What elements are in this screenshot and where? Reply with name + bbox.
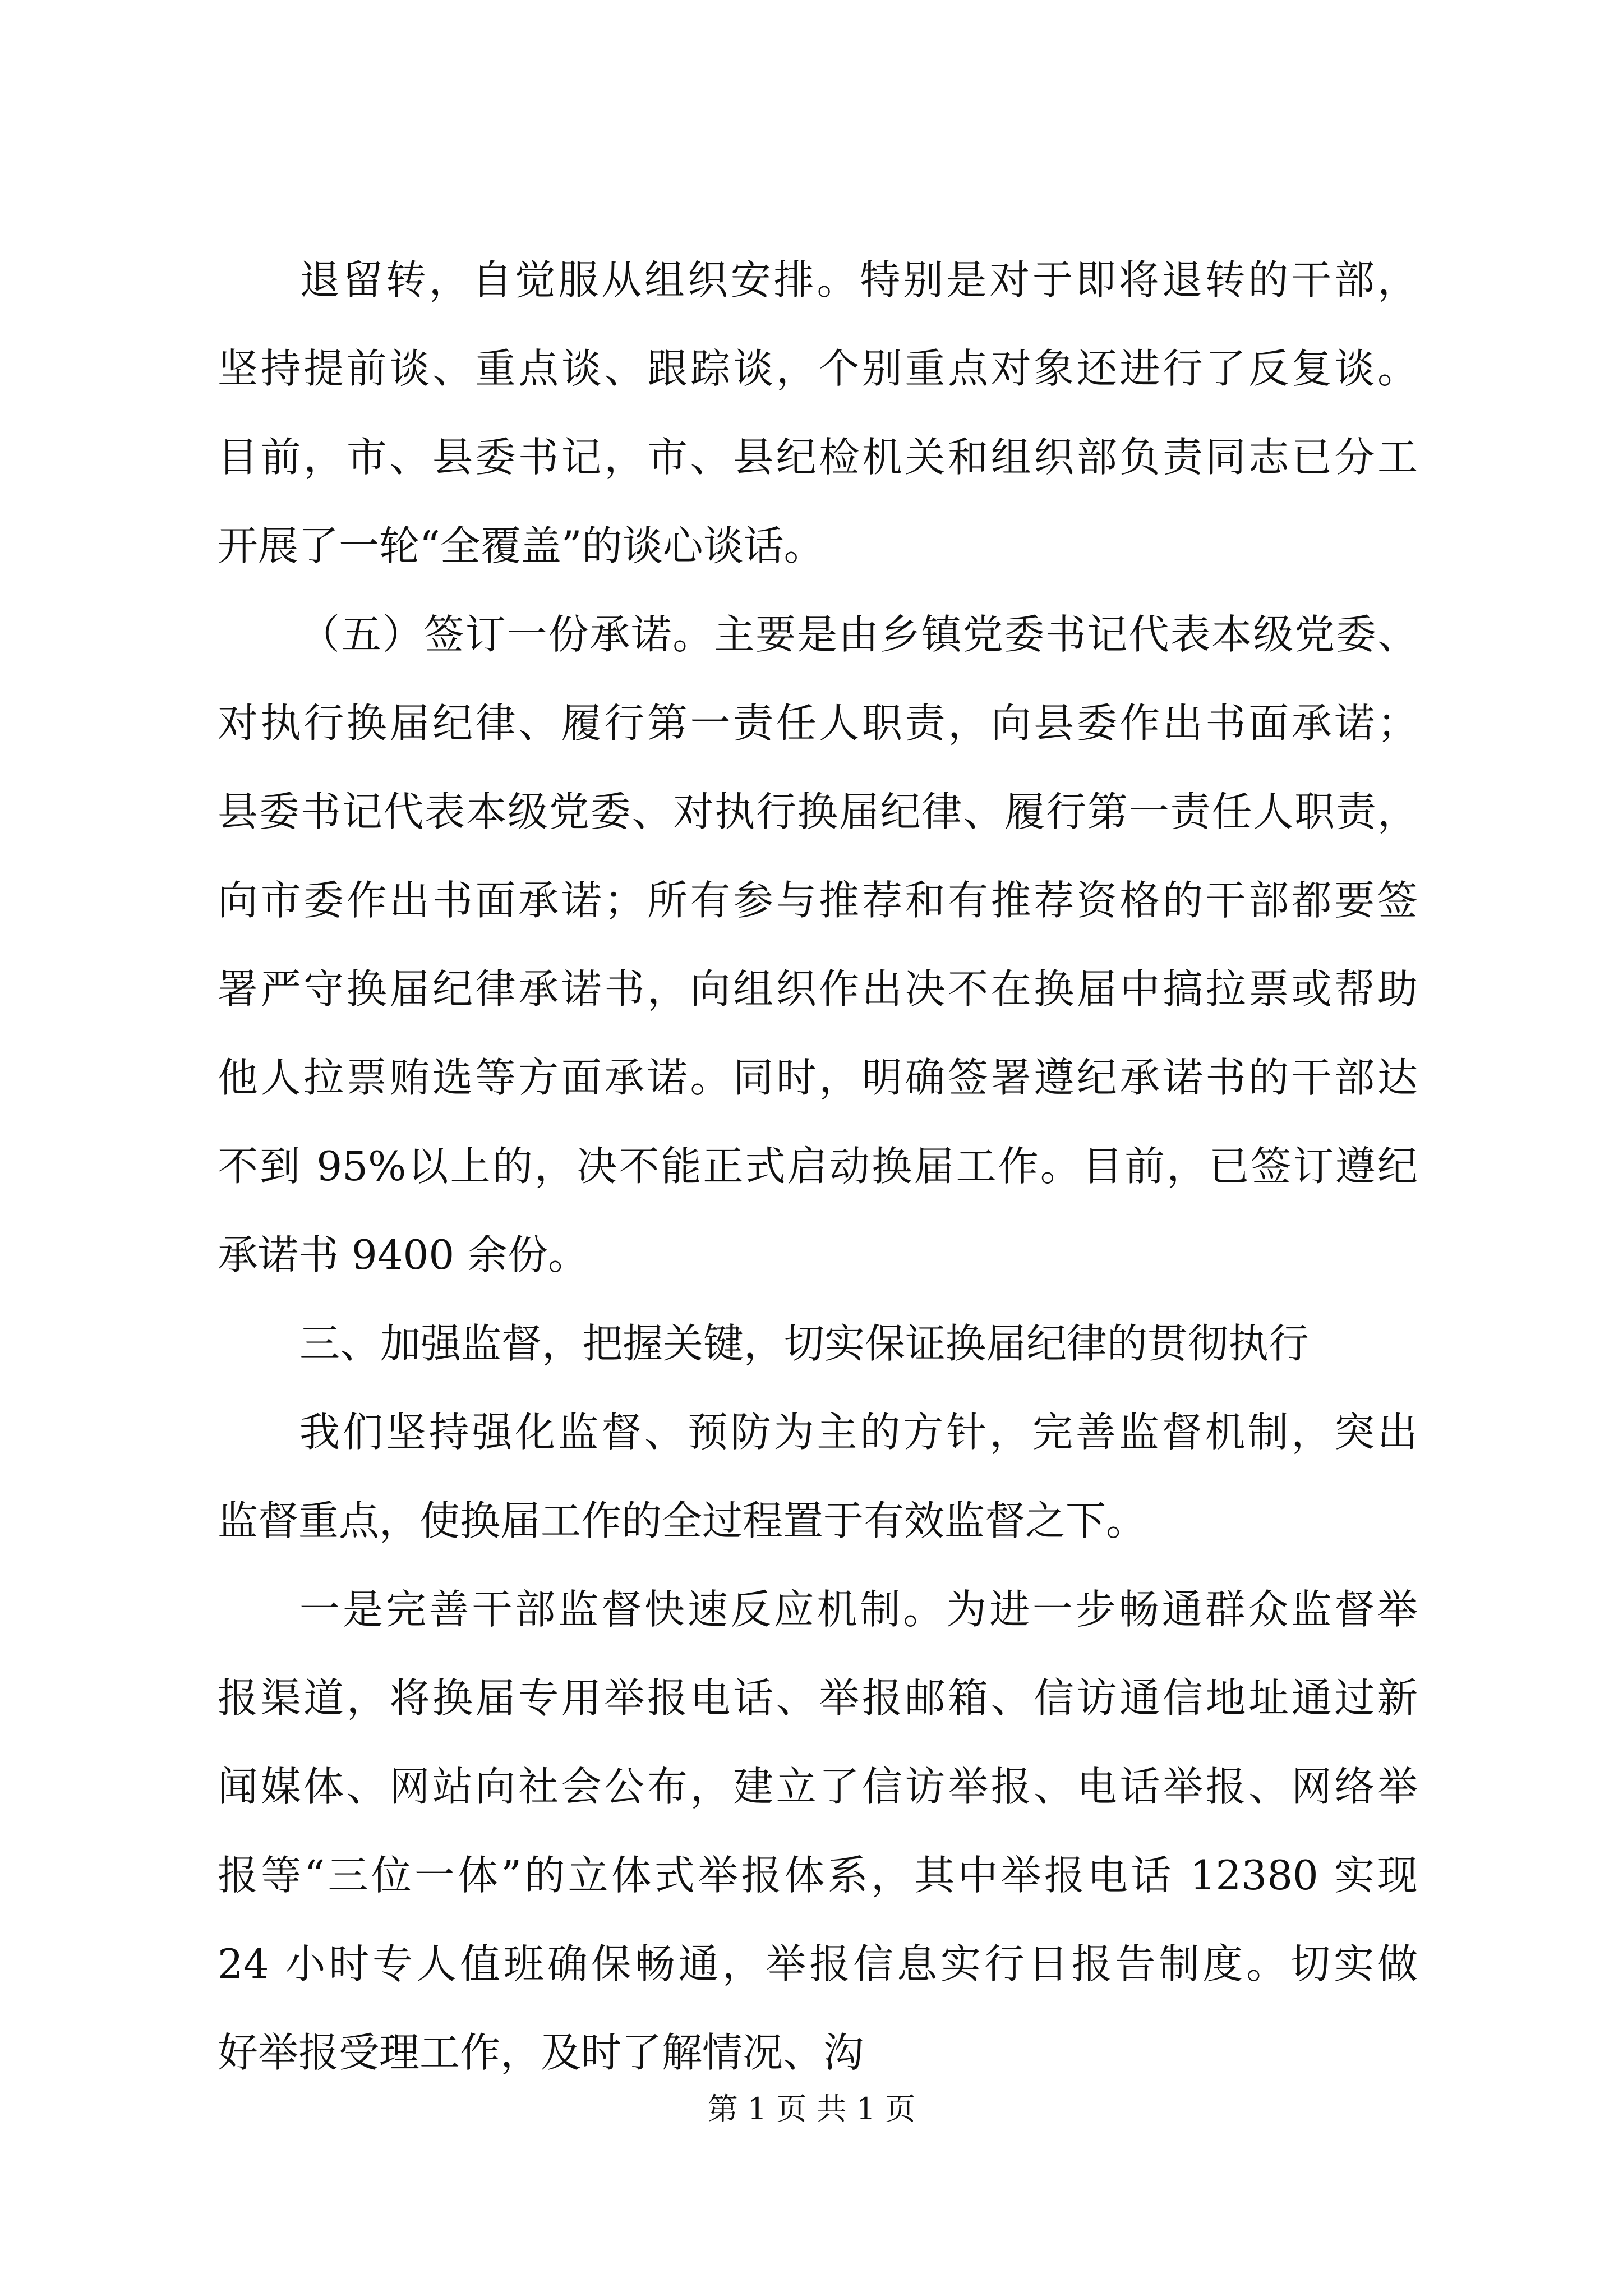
text-line: （五）签订一份承诺。主要是由乡镇党委书记代表本级党委、 — [299, 611, 1418, 658]
text-line: 监督重点，使换届工作的全过程置于有效监督之下。 — [218, 1497, 1147, 1544]
text-line: 县委书记代表本级党委、对执行换届纪律、履行第一责任人职责， — [218, 788, 1418, 835]
text-line: 闻媒体、网站向社会公布，建立了信访举报、电话举报、网络举 — [218, 1763, 1418, 1810]
text-line: 24 小时专人值班确保畅通，举报信息实行日报告制度。切实做 — [218, 1940, 1418, 1987]
text-line: 不到 95%以上的，决不能正式启动换届工作。目前，已签订遵纪 — [218, 1143, 1418, 1190]
text-line: 他人拉票贿选等方面承诺。同时，明确签署遵纪承诺书的干部达 — [218, 1054, 1418, 1101]
text-line: 好举报受理工作，及时了解情况、沟 — [218, 2029, 864, 2076]
text-line: 开展了一轮“全覆盖”的谈心谈话。 — [218, 522, 824, 569]
text-line: 目前，市、县委书记，市、县纪检机关和组织部负责同志已分工 — [218, 434, 1418, 481]
text-line: 我们坚持强化监督、预防为主的方针，完善监督机制，突出 — [299, 1409, 1418, 1456]
text-line: 报等“三位一体”的立体式举报体系，其中举报电话 12380 实现 — [218, 1852, 1418, 1899]
text-line: 署严守换届纪律承诺书，向组织作出决不在换届中搞拉票或帮助 — [218, 965, 1418, 1013]
text-line: 报渠道，将换届专用举报电话、举报邮箱、信访通信地址通过新 — [218, 1674, 1418, 1722]
text-line: 坚持提前谈、重点谈、跟踪谈，个别重点对象还进行了反复谈。 — [218, 345, 1418, 392]
text-line: 三、加强监督，把握关键，切实保证换届纪律的贯彻执行 — [299, 1320, 1310, 1367]
text-line: 承诺书 9400 余份。 — [218, 1231, 589, 1278]
text-line: 一是完善干部监督快速反应机制。为进一步畅通群众监督举 — [299, 1586, 1418, 1633]
text-line: 退留转，自觉服从组织安排。特别是对于即将退转的干部， — [299, 256, 1418, 303]
document-body — [218, 236, 1418, 2097]
text-line: 向市委作出书面承诺；所有参与推荐和有推荐资格的干部都要签 — [218, 877, 1418, 924]
page-footer: 第 1 页 共 1 页 — [707, 2091, 916, 2127]
text-line: 对执行换届纪律、履行第一责任人职责，向县委作出书面承诺； — [218, 700, 1418, 747]
